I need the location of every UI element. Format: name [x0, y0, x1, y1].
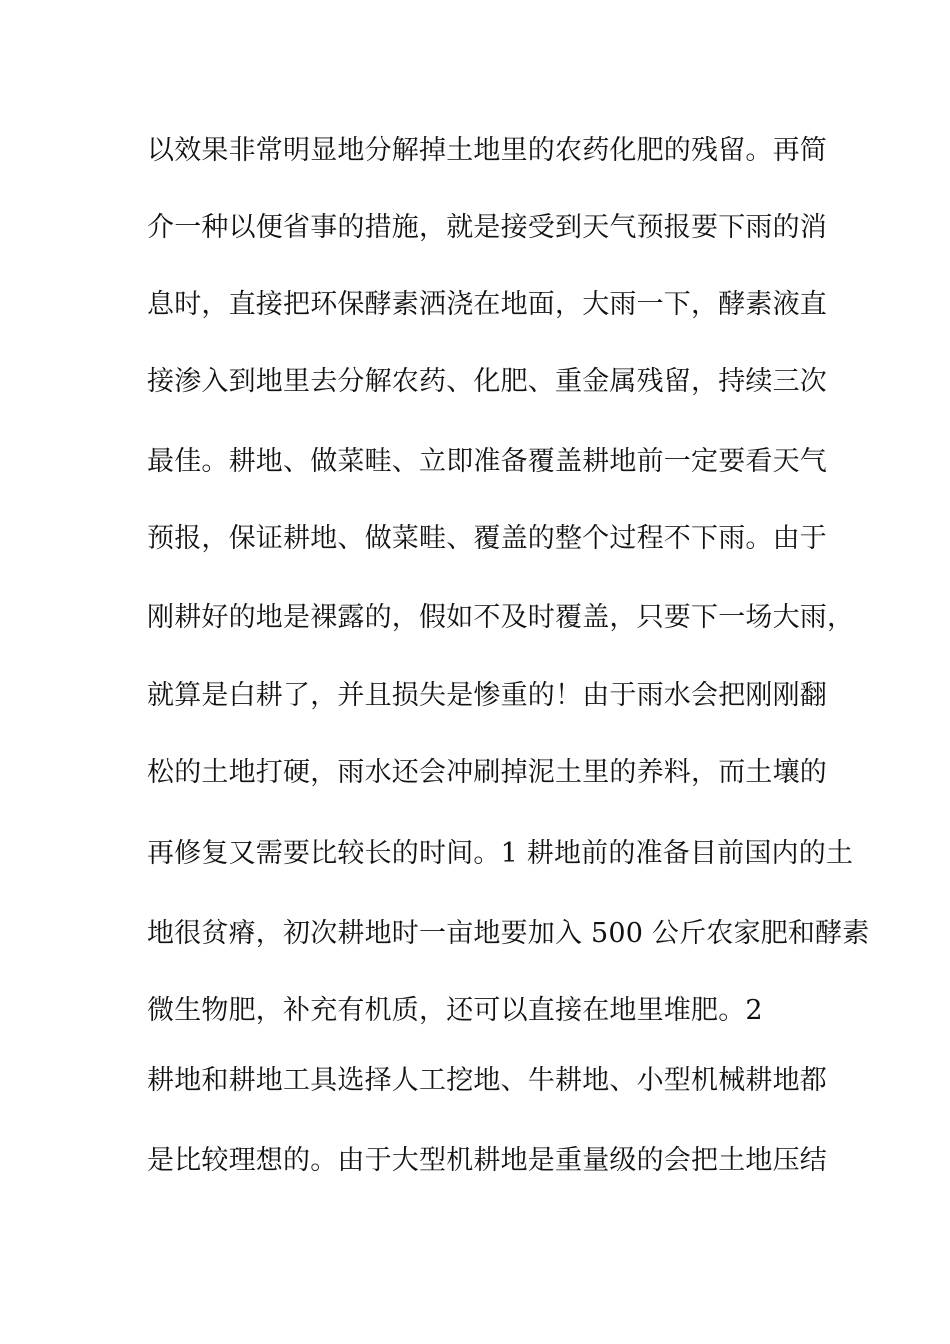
text-line-1: 以效果非常明显地分解掉土地里的农药化肥的残留。再简: [147, 135, 827, 166]
text-line-8: 就算是白耕了，并且损失是惨重的！由于雨水会把刚刚翻: [147, 680, 827, 711]
text-line-9: 松的土地打硬，雨水还会冲刷掉泥土里的养料，而土壤的: [147, 757, 827, 788]
text-line-6: 预报，保证耕地、做菜畦、覆盖的整个过程不下雨。由于: [147, 523, 827, 554]
text-line-10: 再修复又需要比较长的时间。1 耕地前的准备目前国内的土: [147, 838, 854, 869]
text-line-5: 最佳。耕地、做菜畦、立即准备覆盖耕地前一定要看天气: [147, 446, 827, 477]
text-line-12: 微生物肥，补充有机质，还可以直接在地里堆肥。2: [147, 995, 763, 1026]
text-line-11: 地很贫瘠，初次耕地时一亩地要加入 500 公斤农家肥和酵素: [147, 918, 870, 949]
text-line-7: 刚耕好的地是裸露的，假如不及时覆盖，只要下一场大雨，: [147, 602, 855, 633]
text-line-14: 是比较理想的。由于大型机耕地是重量级的会把土地压结: [147, 1145, 827, 1176]
text-line-2: 介一种以便省事的措施，就是接受到天气预报要下雨的消: [147, 212, 827, 243]
text-line-4: 接渗入到地里去分解农药、化肥、重金属残留，持续三次: [147, 366, 827, 397]
text-line-3: 息时，直接把环保酵素洒浇在地面，大雨一下，酵素液直: [147, 289, 827, 320]
text-line-13: 耕地和耕地工具选择人工挖地、牛耕地、小型机械耕地都: [147, 1065, 827, 1096]
